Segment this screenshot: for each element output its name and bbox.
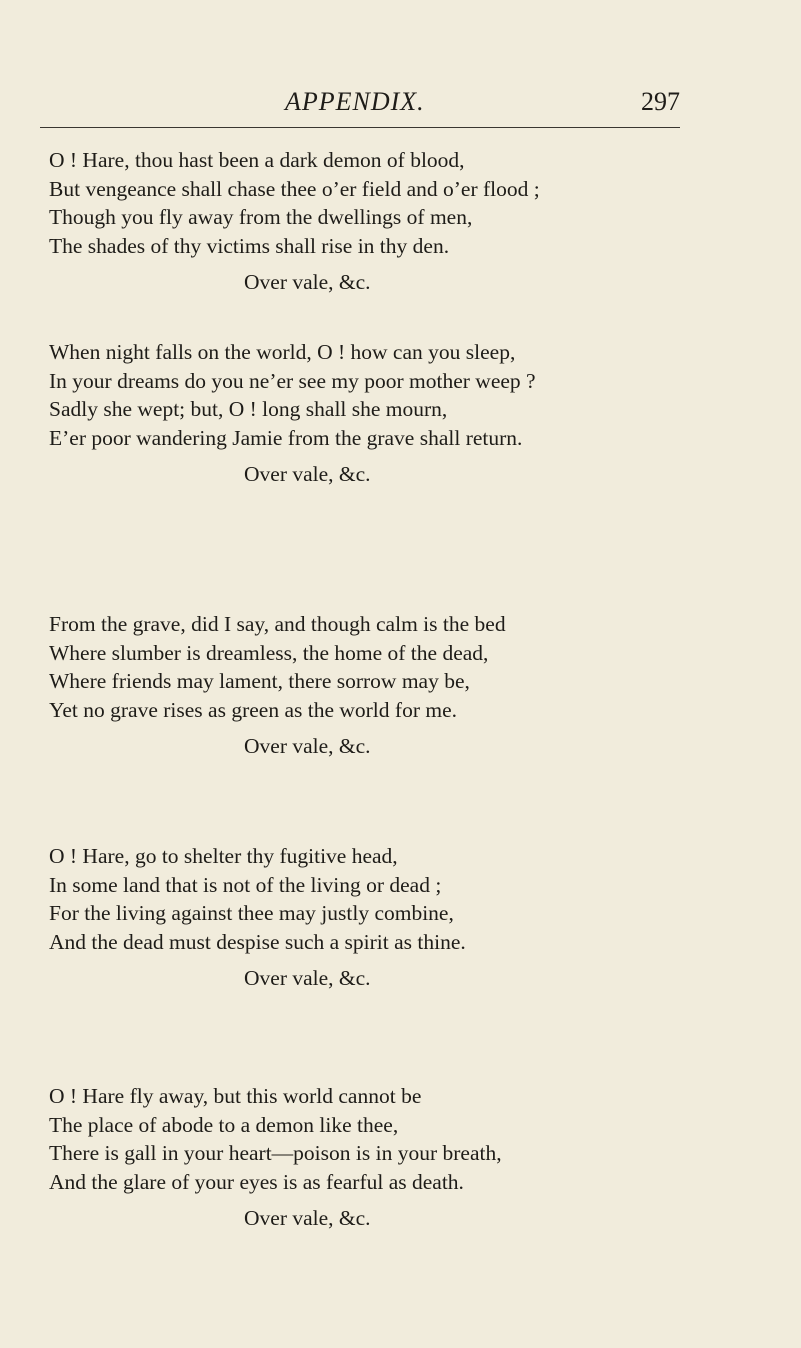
stanza <box>49 1082 769 1233</box>
verse-line: And the dead must despise such a spirit as thine. <box>49 929 466 954</box>
page-number: 297 <box>641 87 680 116</box>
verse-line: Where slumber is dreamless, the home of the dead, <box>49 640 489 665</box>
verse-line: O ! Hare, go to shelter thy fugitive head, <box>49 844 398 868</box>
verse-line: For the living against thee may justly combine, <box>49 901 454 925</box>
verse-line: When night falls on the world, O ! how can you sleep, <box>49 340 516 364</box>
verse-line: E’er poor wandering Jamie from the grave shall return. <box>49 425 523 450</box>
running-title: APPENDIX. <box>285 87 425 116</box>
stanza <box>49 146 769 297</box>
stanza <box>49 842 769 993</box>
refrain-line: Over vale, &c. <box>244 270 371 294</box>
refrain-line: Over vale, &c. <box>244 734 371 758</box>
refrain-line: Over vale, &c. <box>244 462 371 486</box>
verse-line: Yet no grave rises as green as the world for me. <box>49 697 457 722</box>
verse-line: Where friends may lament, there sorrow may be, <box>49 669 470 693</box>
verse-line: Sadly she wept; but, O ! long shall she mourn, <box>49 397 448 421</box>
header-rule <box>40 127 680 128</box>
refrain-line: Over vale, &c. <box>244 1206 371 1230</box>
verse-line: O ! Hare fly away, but this world cannot be <box>49 1084 422 1108</box>
verse-line: The place of abode to a demon like thee, <box>49 1112 399 1137</box>
verse-line: In your dreams do you ne’er see my poor mother weep ? <box>49 368 536 393</box>
verse-line: And the glare of your eyes is as fearful as death. <box>49 1169 464 1194</box>
verse-line: Though you fly away from the dwellings of men, <box>49 205 473 229</box>
page-header <box>40 82 680 122</box>
verse-line: But vengeance shall chase thee o’er field and o’er flood ; <box>49 176 540 201</box>
verse-line: O ! Hare, thou hast been a dark demon of blood, <box>49 148 465 172</box>
verse-line: The shades of thy victims shall rise in thy den. <box>49 233 450 258</box>
refrain-line: Over vale, &c. <box>244 966 371 990</box>
stanza <box>49 338 769 489</box>
verse-line: There is gall in your heart—poison is in your breath, <box>49 1141 502 1165</box>
stanza <box>49 610 769 761</box>
verse-line: From the grave, did I say, and though calm is the bed <box>49 612 506 636</box>
verse-line: In some land that is not of the living or dead ; <box>49 872 442 897</box>
